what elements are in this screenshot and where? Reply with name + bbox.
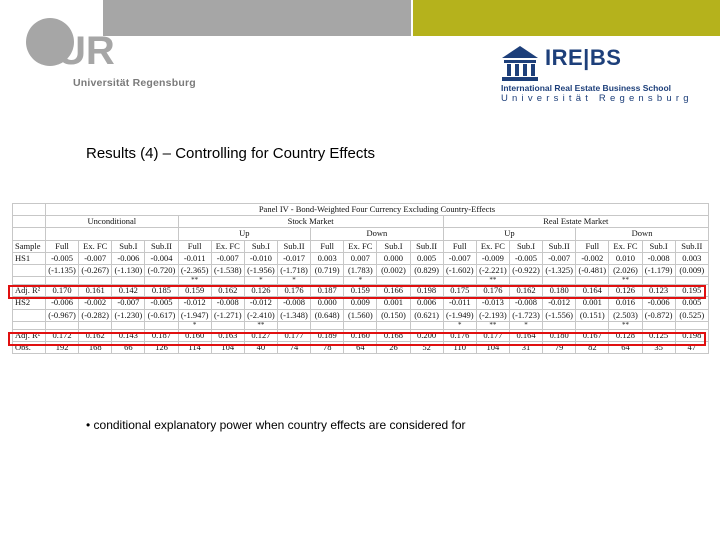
- table-cell: 0.167: [576, 329, 609, 341]
- table-cell: 0.159: [178, 285, 211, 297]
- table-cell: 64: [344, 341, 377, 353]
- table-cell: (-1.949): [443, 309, 476, 321]
- table-cell: [509, 277, 542, 285]
- table-cell: [79, 321, 112, 329]
- irebs-university-name: Universität Regensburg: [501, 93, 693, 104]
- table-cell: -0.002: [576, 252, 609, 264]
- column-header: Full: [443, 240, 476, 252]
- column-header: Ex. FC: [609, 240, 642, 252]
- table-cell: 0.126: [609, 285, 642, 297]
- column-header: Sub.I: [112, 240, 145, 252]
- column-header: Ex. FC: [476, 240, 509, 252]
- column-header: Full: [576, 240, 609, 252]
- table-cell: (2.503): [609, 309, 642, 321]
- table-cell: 0.176: [443, 329, 476, 341]
- table-cell: -0.007: [79, 252, 112, 264]
- table-cell: 126: [145, 341, 178, 353]
- table-cell: 78: [311, 341, 344, 353]
- table-cell: -0.002: [79, 297, 112, 309]
- table-cell: [642, 321, 675, 329]
- table-cell: 0.161: [79, 285, 112, 297]
- table-cell: (0.648): [311, 309, 344, 321]
- row-label: [13, 321, 46, 329]
- table-cell: 74: [277, 341, 310, 353]
- table-cell: 0.177: [277, 329, 310, 341]
- table-cell: 0.189: [311, 329, 344, 341]
- table-cell: 0.009: [344, 297, 377, 309]
- table-cell: 31: [509, 341, 542, 353]
- column-header: Ex. FC: [79, 240, 112, 252]
- column-header: Full: [178, 240, 211, 252]
- table-cell: *: [443, 321, 476, 329]
- table-cell: [410, 321, 443, 329]
- table-cell: -0.007: [543, 252, 576, 264]
- table-cell: 104: [211, 341, 244, 353]
- row-label: Adj. R²: [13, 285, 46, 297]
- table-cell: [344, 321, 377, 329]
- table-cell: 0.010: [609, 252, 642, 264]
- column-header: Sub.I: [642, 240, 675, 252]
- table-cell: 0.177: [476, 329, 509, 341]
- table-cell: 0.187: [145, 329, 178, 341]
- table-cell: (0.719): [311, 264, 344, 276]
- table-row: [13, 264, 709, 276]
- table-cell: -0.005: [145, 297, 178, 309]
- column-header: Sub.II: [543, 240, 576, 252]
- table-cell: [211, 321, 244, 329]
- column-header: Ex. FC: [211, 240, 244, 252]
- column-header: Sub.II: [675, 240, 708, 252]
- table-cell: (-2.221): [476, 264, 509, 276]
- table-cell: -0.007: [112, 297, 145, 309]
- table-cell: (-1.723): [509, 309, 542, 321]
- irebs-school-name: International Real Estate Business School: [501, 83, 672, 93]
- row-label: Adj. R²: [13, 329, 46, 341]
- table-cell: -0.012: [244, 297, 277, 309]
- table-cell: (-2.193): [476, 309, 509, 321]
- table-cell: (0.621): [410, 309, 443, 321]
- table-cell: 0.164: [576, 285, 609, 297]
- table-cell: 0.160: [344, 329, 377, 341]
- table-cell: [311, 321, 344, 329]
- table-cell: (-1.602): [443, 264, 476, 276]
- table-cell: 0.172: [46, 329, 79, 341]
- table-cell: (-1.538): [211, 264, 244, 276]
- table-cell: 0.128: [609, 329, 642, 341]
- table-cell: 40: [244, 341, 277, 353]
- column-header: Sub.I: [377, 240, 410, 252]
- group-unconditional: Unconditional: [46, 216, 179, 228]
- table-cell: 0.176: [277, 285, 310, 297]
- table-column-header-row: [13, 240, 709, 252]
- table-cell: -0.005: [509, 252, 542, 264]
- table-cell: -0.006: [46, 297, 79, 309]
- table-cell: -0.011: [443, 297, 476, 309]
- table-row: [13, 321, 709, 329]
- table-cell: -0.012: [543, 297, 576, 309]
- table-cell: (-1.956): [244, 264, 277, 276]
- table-cell: 52: [410, 341, 443, 353]
- table-cell: 0.000: [311, 297, 344, 309]
- table-cell: 168: [79, 341, 112, 353]
- table-cell: [675, 277, 708, 285]
- table-cell: -0.009: [476, 252, 509, 264]
- table-cell: -0.008: [211, 297, 244, 309]
- table-cell: -0.013: [476, 297, 509, 309]
- table-cell: 0.200: [410, 329, 443, 341]
- table-cell: [377, 321, 410, 329]
- group-real-estate-market: Real Estate Market: [443, 216, 708, 228]
- table-cell: 0.003: [311, 252, 344, 264]
- subgroup-realestate-down: Down: [576, 228, 709, 240]
- bullet-text: • conditional explanatory power when country effects are considered for: [86, 418, 466, 432]
- table-cell: [576, 321, 609, 329]
- table-cell: **: [178, 277, 211, 285]
- row-label: Obs.: [13, 341, 46, 353]
- table-cell: (1.783): [344, 264, 377, 276]
- table-row: [13, 252, 709, 264]
- group-stock-market: Stock Market: [178, 216, 443, 228]
- table-cell: -0.011: [178, 252, 211, 264]
- table-cell: *: [244, 277, 277, 285]
- table-cell: **: [609, 321, 642, 329]
- table-cell: 0.168: [377, 329, 410, 341]
- table-cell: 0.143: [112, 329, 145, 341]
- table-cell: 0.005: [675, 297, 708, 309]
- table-cell: [211, 277, 244, 285]
- highlight-box-adj-r2-hs2: [8, 332, 706, 346]
- table-cell: 110: [443, 341, 476, 353]
- table-cell: 0.001: [377, 297, 410, 309]
- table-cell: -0.004: [145, 252, 178, 264]
- table-cell: [46, 321, 79, 329]
- table-cell: 0.162: [79, 329, 112, 341]
- table-row: [13, 277, 709, 285]
- table-cell: 0.007: [344, 252, 377, 264]
- table-cell: (-1.179): [642, 264, 675, 276]
- table-cell: 0.185: [145, 285, 178, 297]
- table-cell: 0.125: [642, 329, 675, 341]
- table-cell: [642, 277, 675, 285]
- table-cell: (0.151): [576, 309, 609, 321]
- table-cell: (-0.922): [509, 264, 542, 276]
- table-cell: [277, 321, 310, 329]
- slide-title: Results (4) – Controlling for Country Effects: [86, 145, 376, 162]
- table-cell: 0.162: [509, 285, 542, 297]
- table-cell: [543, 321, 576, 329]
- table-cell: **: [244, 321, 277, 329]
- table-cell: **: [476, 277, 509, 285]
- table-cell: 0.142: [112, 285, 145, 297]
- column-header: Full: [311, 240, 344, 252]
- column-header: Sub.II: [410, 240, 443, 252]
- table-cell: 0.164: [509, 329, 542, 341]
- table-cell: [675, 321, 708, 329]
- table-cell: 0.123: [642, 285, 675, 297]
- table-cell: (-1.556): [543, 309, 576, 321]
- column-header: Full: [46, 240, 79, 252]
- table-cell: 0.003: [675, 252, 708, 264]
- table-cell: -0.017: [277, 252, 310, 264]
- column-header: Ex. FC: [344, 240, 377, 252]
- table-cell: 192: [46, 341, 79, 353]
- row-label: HS2: [13, 297, 46, 309]
- table-cell: 0.163: [211, 329, 244, 341]
- table-cell: 0.176: [476, 285, 509, 297]
- table-cell: 0.001: [576, 297, 609, 309]
- table-cell: 0.160: [178, 329, 211, 341]
- table-cell: **: [609, 277, 642, 285]
- table-cell: (0.525): [675, 309, 708, 321]
- table-cell: (-1.947): [178, 309, 211, 321]
- table-cell: 0.016: [609, 297, 642, 309]
- table-cell: [410, 277, 443, 285]
- ur-logo-mark: UR: [57, 29, 115, 73]
- table-cell: 0.005: [410, 252, 443, 264]
- table-cell: -0.010: [244, 252, 277, 264]
- table-cell: 0.195: [675, 285, 708, 297]
- table-cell: [46, 277, 79, 285]
- table-cell: -0.006: [112, 252, 145, 264]
- column-header: Sub.II: [145, 240, 178, 252]
- column-header-sample: Sample: [13, 240, 46, 252]
- table-cell: [543, 277, 576, 285]
- table-cell: [377, 277, 410, 285]
- table-cell: [145, 277, 178, 285]
- table-cell: 0.166: [377, 285, 410, 297]
- column-header: Sub.I: [509, 240, 542, 252]
- table-cell: (-2.365): [178, 264, 211, 276]
- table-cell: 0.180: [543, 329, 576, 341]
- table-cell: (-1.348): [277, 309, 310, 321]
- table-cell: (-0.617): [145, 309, 178, 321]
- table-cell: (1.560): [344, 309, 377, 321]
- table-cell: *: [344, 277, 377, 285]
- table-cell: 79: [543, 341, 576, 353]
- table-cell: (-2.410): [244, 309, 277, 321]
- table-cell: 0.126: [244, 285, 277, 297]
- table-cell: 0.006: [410, 297, 443, 309]
- table-cell: 104: [476, 341, 509, 353]
- table-cell: (0.009): [675, 264, 708, 276]
- table-cell: (-1.130): [112, 264, 145, 276]
- table-cell: (0.829): [410, 264, 443, 276]
- subgroup-stock-down: Down: [311, 228, 444, 240]
- table-cell: [145, 321, 178, 329]
- table-cell: (0.150): [377, 309, 410, 321]
- table-cell: 66: [112, 341, 145, 353]
- highlight-box-adj-r2-hs1: [8, 285, 706, 299]
- row-label: [13, 264, 46, 276]
- table-cell: -0.007: [443, 252, 476, 264]
- table-cell: -0.006: [642, 297, 675, 309]
- table-cell: (0.002): [377, 264, 410, 276]
- table-cell: 82: [576, 341, 609, 353]
- column-header: Sub.I: [244, 240, 277, 252]
- table-row: [13, 309, 709, 321]
- table-cell: 0.180: [543, 285, 576, 297]
- subgroup-stock-up: Up: [178, 228, 311, 240]
- table-cell: 35: [642, 341, 675, 353]
- table-cell: 0.159: [344, 285, 377, 297]
- table-cell: -0.008: [509, 297, 542, 309]
- table-cell: 0.000: [377, 252, 410, 264]
- table-cell: 0.127: [244, 329, 277, 341]
- table-cell: (-0.967): [46, 309, 79, 321]
- building-icon: [502, 46, 538, 81]
- table-cell: (-0.872): [642, 309, 675, 321]
- table-group-row: [13, 216, 709, 228]
- table-cell: 0.198: [410, 285, 443, 297]
- table-cell: *: [509, 321, 542, 329]
- table-cell: 0.187: [311, 285, 344, 297]
- table-cell: (-1.325): [543, 264, 576, 276]
- table-panel-row: [13, 204, 709, 216]
- irebs-name: IRE|BS: [545, 45, 622, 70]
- table-cell: **: [476, 321, 509, 329]
- table-cell: (-0.720): [145, 264, 178, 276]
- table-cell: (-0.481): [576, 264, 609, 276]
- table-cell: -0.007: [211, 252, 244, 264]
- table-subgroup-row: [13, 228, 709, 240]
- row-label: [13, 309, 46, 321]
- table-cell: 26: [377, 341, 410, 353]
- table-cell: (-0.282): [79, 309, 112, 321]
- table-cell: 0.198: [675, 329, 708, 341]
- table-cell: *: [277, 277, 310, 285]
- table-cell: [112, 321, 145, 329]
- table-cell: -0.008: [277, 297, 310, 309]
- table-cell: (-0.267): [79, 264, 112, 276]
- table-cell: [443, 277, 476, 285]
- table-cell: 0.170: [46, 285, 79, 297]
- column-header: Sub.II: [277, 240, 310, 252]
- table-cell: (2.026): [609, 264, 642, 276]
- table-cell: 0.162: [211, 285, 244, 297]
- table-cell: [311, 277, 344, 285]
- table-cell: (-1.230): [112, 309, 145, 321]
- table-cell: 0.175: [443, 285, 476, 297]
- table-cell: (-1.135): [46, 264, 79, 276]
- table-cell: [576, 277, 609, 285]
- row-label: HS1: [13, 252, 46, 264]
- row-label: [13, 277, 46, 285]
- table-cell: [112, 277, 145, 285]
- table-cell: 47: [675, 341, 708, 353]
- table-cell: (-1.718): [277, 264, 310, 276]
- table-cell: -0.005: [46, 252, 79, 264]
- table-cell: 64: [609, 341, 642, 353]
- ur-university-name: Universität Regensburg: [73, 77, 196, 89]
- table-cell: *: [178, 321, 211, 329]
- table-cell: -0.012: [178, 297, 211, 309]
- table-cell: -0.008: [642, 252, 675, 264]
- panel-title: Panel IV - Bond-Weighted Four Currency Excluding Country-Effects: [46, 204, 709, 216]
- table-cell: 114: [178, 341, 211, 353]
- subgroup-realestate-up: Up: [443, 228, 576, 240]
- table-cell: (-1.271): [211, 309, 244, 321]
- top-bar-olive-segment: [413, 0, 720, 36]
- table-cell: [79, 277, 112, 285]
